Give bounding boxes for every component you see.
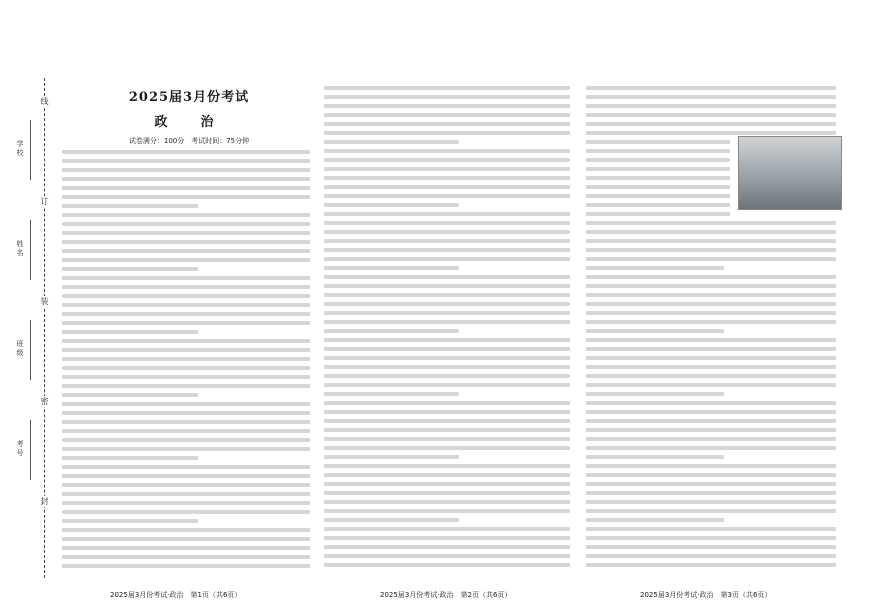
text-line-placeholder [324,410,570,414]
text-line-placeholder [586,482,836,486]
text-line-placeholder [586,410,836,414]
text-line-placeholder [324,185,570,189]
text-line-placeholder [324,428,570,432]
seal-label: 封 [40,497,49,506]
text-line-placeholder [62,168,310,172]
text-line-placeholder [586,554,836,558]
text-line-placeholder [324,392,459,396]
text-line-placeholder [62,303,310,307]
text-line-placeholder [586,473,836,477]
field-label-exam-number: 考号 [16,440,24,457]
text-line-placeholder [62,402,310,406]
text-line-placeholder [324,248,570,252]
text-line-placeholder [586,149,730,153]
text-line-placeholder [324,401,570,405]
text-line-placeholder [62,366,310,370]
text-line-placeholder [586,401,836,405]
field-line [30,420,31,480]
text-line-placeholder [324,473,570,477]
text-line-placeholder [62,312,310,316]
text-line-placeholder [62,474,310,478]
text-line-placeholder [324,203,459,207]
text-line-placeholder [586,383,836,387]
text-column-1 [62,80,316,580]
text-line-placeholder [62,249,310,253]
text-line-placeholder [586,167,730,171]
text-line-placeholder [586,365,836,369]
text-line-placeholder [324,158,570,162]
text-line-placeholder [324,176,570,180]
text-line-placeholder [586,419,836,423]
text-line-placeholder [62,294,310,298]
text-line-placeholder [586,464,836,468]
text-line-placeholder [324,284,570,288]
field-label-name: 姓名 [16,240,24,257]
seal-label: 订 [40,197,49,206]
text-line-placeholder [586,131,836,135]
text-line-placeholder [586,329,724,333]
text-line-placeholder [62,438,310,442]
text-line-placeholder [586,203,730,207]
text-line-placeholder [324,302,570,306]
text-line-placeholder [62,258,310,262]
text-line-placeholder [324,554,570,558]
text-line-placeholder [62,384,310,388]
text-line-placeholder [62,501,310,505]
text-line-placeholder [62,348,310,352]
text-line-placeholder [324,365,570,369]
text-line-placeholder [324,437,570,441]
text-line-placeholder [586,185,730,189]
text-line-placeholder [62,150,310,154]
field-line [30,220,31,280]
text-line-placeholder [324,509,570,513]
text-line-placeholder [324,275,570,279]
text-line-placeholder [586,86,836,90]
text-line-placeholder [62,231,310,235]
text-line-placeholder [586,248,836,252]
text-line-placeholder [324,536,570,540]
text-line-placeholder [586,311,836,315]
text-line-placeholder [62,330,198,334]
text-line-placeholder [324,482,570,486]
seal-label: 装 [40,297,49,306]
text-line-placeholder [62,564,310,568]
text-line-placeholder [62,195,310,199]
seal-label: 线 [40,97,49,106]
text-line-placeholder [586,374,836,378]
text-line-placeholder [586,545,836,549]
text-line-placeholder [324,338,570,342]
text-line-placeholder [62,276,310,280]
text-line-placeholder [324,356,570,360]
text-line-placeholder [324,419,570,423]
text-line-placeholder [586,158,730,162]
text-line-placeholder [62,213,310,217]
field-line [30,320,31,380]
page-footer: 2025届3月份考试·政治 第1页（共6页） [110,591,242,599]
text-line-placeholder [62,447,310,451]
text-line-placeholder [586,563,836,567]
text-line-placeholder [62,420,310,424]
text-line-placeholder [324,311,570,315]
text-line-placeholder [324,347,570,351]
text-line-placeholder [324,149,570,153]
text-line-placeholder [62,492,310,496]
binding-margin [0,0,58,616]
text-line-placeholder [62,537,310,541]
text-line-placeholder [62,267,198,271]
text-line-placeholder [586,122,836,126]
text-line-placeholder [324,167,570,171]
text-line-placeholder [324,257,570,261]
text-line-placeholder [62,240,310,244]
text-line-placeholder [586,221,836,225]
text-line-placeholder [324,239,570,243]
exam-title: 2025届3月份考试 [128,90,250,105]
text-line-placeholder [586,257,836,261]
text-line-placeholder [324,329,459,333]
text-line-placeholder [324,221,570,225]
text-line-placeholder [586,266,724,270]
text-line-placeholder [62,186,310,190]
text-line-placeholder [324,86,570,90]
text-line-placeholder [324,140,459,144]
text-line-placeholder [586,527,836,531]
text-line-placeholder [324,455,459,459]
text-line-placeholder [324,374,570,378]
page-footer: 2025届3月份考试·政治 第2页（共6页） [380,591,512,599]
field-line [30,120,31,180]
text-line-placeholder [586,239,836,243]
text-line-placeholder [324,500,570,504]
text-line-placeholder [62,177,310,181]
text-line-placeholder [324,266,459,270]
text-line-placeholder [324,320,570,324]
text-line-placeholder [62,555,310,559]
text-line-placeholder [586,491,836,495]
text-line-placeholder [324,212,570,216]
text-line-placeholder [62,393,198,397]
text-line-placeholder [62,285,310,289]
text-line-placeholder [62,510,310,514]
text-line-placeholder [62,375,310,379]
text-line-placeholder [586,95,836,99]
text-line-placeholder [324,446,570,450]
text-line-placeholder [62,546,310,550]
text-line-placeholder [586,212,730,216]
text-line-placeholder [324,230,570,234]
field-label-school: 学校 [16,140,24,157]
field-label-class: 班级 [16,340,24,357]
text-line-placeholder [324,545,570,549]
text-line-placeholder [586,437,836,441]
text-line-placeholder [324,122,570,126]
text-line-placeholder [586,347,836,351]
text-line-placeholder [324,518,459,522]
text-line-placeholder [324,194,570,198]
text-line-placeholder [62,483,310,487]
text-line-placeholder [586,230,836,234]
text-line-placeholder [586,428,836,432]
text-line-placeholder [586,194,730,198]
text-line-placeholder [62,321,310,325]
text-line-placeholder [324,104,570,108]
page-footer: 2025届3月份考试·政治 第3页（共6页） [640,591,772,599]
cover-photo [738,136,842,210]
text-line-placeholder [586,509,836,513]
text-line-placeholder [324,563,570,567]
text-line-placeholder [586,104,836,108]
text-line-placeholder [62,528,310,532]
text-line-placeholder [62,357,310,361]
text-line-placeholder [62,222,310,226]
text-line-placeholder [324,95,570,99]
text-line-placeholder [324,293,570,297]
text-line-placeholder [62,339,310,343]
text-line-placeholder [62,411,310,415]
text-line-placeholder [586,140,730,144]
text-line-placeholder [586,500,836,504]
text-line-placeholder [324,383,570,387]
text-line-placeholder [586,518,724,522]
seal-label: 密 [40,397,49,406]
text-line-placeholder [324,131,570,135]
text-line-placeholder [324,491,570,495]
text-line-placeholder [62,429,310,433]
text-line-placeholder [586,455,724,459]
text-line-placeholder [324,527,570,531]
text-line-placeholder [586,356,836,360]
text-line-placeholder [324,464,570,468]
text-line-placeholder [62,465,310,469]
text-line-placeholder [586,284,836,288]
text-line-placeholder [62,159,310,163]
text-line-placeholder [586,536,836,540]
text-line-placeholder [586,392,724,396]
text-line-placeholder [586,113,836,117]
text-line-placeholder [586,320,836,324]
text-column-2 [324,80,576,580]
text-line-placeholder [62,456,198,460]
text-line-placeholder [586,275,836,279]
text-line-placeholder [586,338,836,342]
text-line-placeholder [586,176,730,180]
text-line-placeholder [586,446,836,450]
score-line: 试卷满分：100分 考试时间：75分钟 [128,137,250,145]
text-line-placeholder [62,519,198,523]
text-line-placeholder [586,302,836,306]
text-line-placeholder [62,204,198,208]
text-line-placeholder [324,113,570,117]
text-line-placeholder [586,293,836,297]
subject-title: 政 治 [154,115,224,130]
